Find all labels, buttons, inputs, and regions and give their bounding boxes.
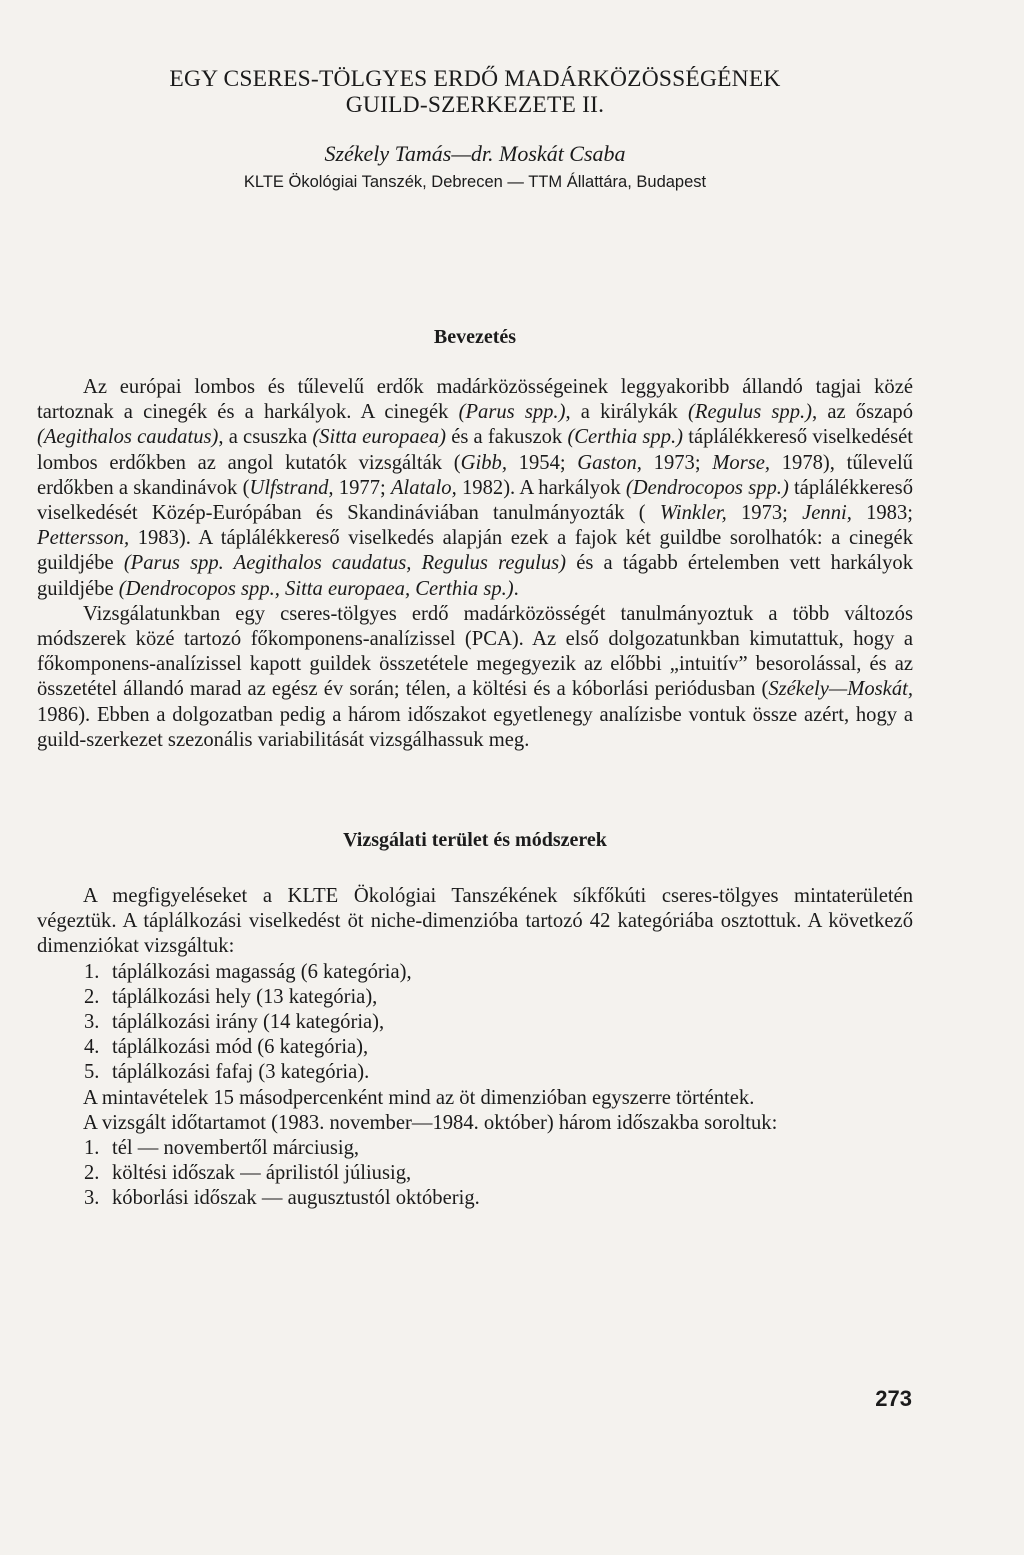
text-run: táplálékkereső viselkedését Közép-Európában és Skandináviában tanulmányozták ( [37, 476, 913, 525]
list-item-number: 1. [84, 1137, 100, 1160]
section-heading-methods: Vizsgálati terület és módszerek [343, 829, 607, 852]
list-item-number: 2. [84, 1162, 100, 1185]
text-run: 1982). A harkályok [456, 476, 626, 499]
italic-run: (Certhia spp.) [567, 426, 684, 449]
affiliation: KLTE Ökológiai Tanszék, Debrecen — TTM Állattára, Budapest [243, 173, 707, 191]
italic-run: Gibb, [460, 451, 507, 474]
authors: Székely Tamás—dr. Moskát Csaba [324, 141, 626, 166]
list-item-number: 5. [84, 1061, 100, 1084]
page-number: 273 [875, 1386, 912, 1411]
list-item-text: táplálkozási hely (13 kategória), [112, 985, 378, 1008]
periods-list [37, 1136, 913, 1212]
text-run: 1973; [641, 451, 713, 474]
list-item-number: 3. [84, 1187, 100, 1210]
list-item-text: költési időszak — áprilistól júliusig, [112, 1162, 412, 1185]
text-run: Vizsgálatunkban egy cseres-tölgyes erdő madárközösségét tanulmányoztuk a több változós módszerek közé tartozó főkomponens-analízissel (PCA). Az első dolgozatunkban kimutattuk, hogy a főkomponens-analízissel kapott guildek összetétele megegyezik az előbbi „intuitív” besorolással, és az összetétel állandó marad az egész év során; télen, a költési és a kóborlási periódusban ( [37, 602, 913, 701]
italic-run: Alatalo, [390, 476, 457, 499]
article-title [37, 66, 913, 118]
text-run: , a királykák [565, 401, 689, 424]
list-item-number: 1. [84, 960, 100, 983]
list-item-number: 4. [84, 1036, 100, 1059]
italic-run: Winkler, [659, 502, 727, 525]
text-run: és a tágabb értelemben vett harkályok guildjébe [37, 552, 913, 600]
title-line-1: EGY CSERES-TÖLGYES ERDŐ MADÁRKÖZÖSSÉGÉNEK [169, 66, 781, 92]
italic-run: (Dendrocopos spp.) [625, 476, 789, 499]
text-run: 1986). Ebben a dolgozatban pedig a három időszakot egyetlenegy analízisbe vontuk össze azért, hogy a guild-szerkezet szezonális variabilitását vizsgálhassuk meg. [37, 703, 913, 751]
italic-run: (Sitta europaea) [312, 426, 446, 449]
methods-paragraph-3: A vizsgált időtartamot (1983. november—1984. október) három időszakba soroltuk: [83, 1111, 778, 1134]
methods-paragraph-2: A mintavételek 15 másodpercenként mind az öt dimenzióban egyszerre történtek. [83, 1086, 755, 1109]
dimension-item [37, 985, 913, 1010]
italic-run: (Regulus spp.) [688, 401, 813, 424]
italic-run: (Aegithalos caudatus) [37, 426, 219, 449]
methods-paragraph-1: A megfigyeléseket a KLTE Ökológiai Tanszékének síkfőkúti cseres-tölgyes mintaterületén végeztük. A táplálkozási viselkedést öt niche-dimenzióba tartozó 42 kategóriába osztottuk. A következő dimenziókat vizsgáltuk: [37, 885, 913, 958]
text-run: 1977; [333, 476, 391, 499]
article-page [37, 66, 913, 1212]
italic-run: Székely—Moskát, [768, 678, 913, 701]
list-item-text: táplálkozási mód (6 kategória), [112, 1036, 369, 1059]
italic-run: Ulfstrand, [249, 476, 334, 499]
text-run: . [513, 577, 519, 600]
text-run: 1973; [726, 502, 803, 525]
list-item-text: táplálkozási magasság (6 kategória), [112, 960, 412, 983]
intro-paragraph-2 [37, 602, 913, 753]
text-run: 1983). A táplálékkereső viselkedés alapján ezek a fajok két guildbe sorolhatók: a cinegék guildjébe [37, 527, 913, 575]
italic-run: (Dendrocopos spp., Sitta europaea, Certhia sp.) [118, 577, 514, 600]
text-run: 1978), tűlevelű erdőkben a skandinávok ( [37, 451, 913, 499]
italic-run: (Parus spp. Aegithalos caudatus, Regulus regulus) [123, 552, 567, 575]
italic-run: (Parus spp.) [458, 401, 566, 424]
text-run: táplálékkereső viselkedését lombos erdőkben az angol kutatók vizsgálták ( [37, 426, 914, 474]
title-line-2: GUILD-SZERKEZETE II. [345, 92, 605, 118]
list-item-number: 3. [84, 1011, 100, 1034]
period-item [37, 1136, 913, 1161]
period-item [37, 1186, 913, 1211]
italic-run: Jenni, [802, 502, 852, 525]
list-item-text: táplálkozási irány (14 kategória), [112, 1011, 385, 1034]
intro-paragraph-1 [37, 375, 913, 602]
dimension-item [37, 1010, 913, 1035]
text-run: , a csuszka [218, 426, 313, 449]
text-run: és a fakuszok [446, 426, 568, 449]
italic-run: Gaston, [577, 451, 642, 474]
dimension-item [37, 960, 913, 985]
text-run: Az európai lombos és tűlevelű erdők madárközösségeinek leggyakoribb állandó tagjai közé tartoznak a cinegék és a harkályok. A cinegék [37, 376, 913, 424]
list-item-text: tél — novembertől márciusig, [112, 1137, 360, 1160]
text-run: , az őszapó [812, 401, 913, 424]
italic-run: Morse, [712, 451, 771, 474]
text-run: 1983; [851, 502, 914, 525]
section-heading-intro: Bevezetés [433, 326, 517, 348]
list-item-number: 2. [84, 985, 100, 1008]
italic-run: Pettersson, [37, 527, 130, 550]
list-item-text: táplálkozási fafaj (3 kategória). [112, 1061, 370, 1084]
list-item-text: kóborlási időszak — augusztustól októberig. [112, 1187, 480, 1210]
dimensions-list [37, 960, 913, 1086]
dimension-item [37, 1060, 913, 1085]
text-run: 1954; [506, 451, 578, 474]
dimension-item [37, 1035, 913, 1060]
period-item [37, 1161, 913, 1186]
